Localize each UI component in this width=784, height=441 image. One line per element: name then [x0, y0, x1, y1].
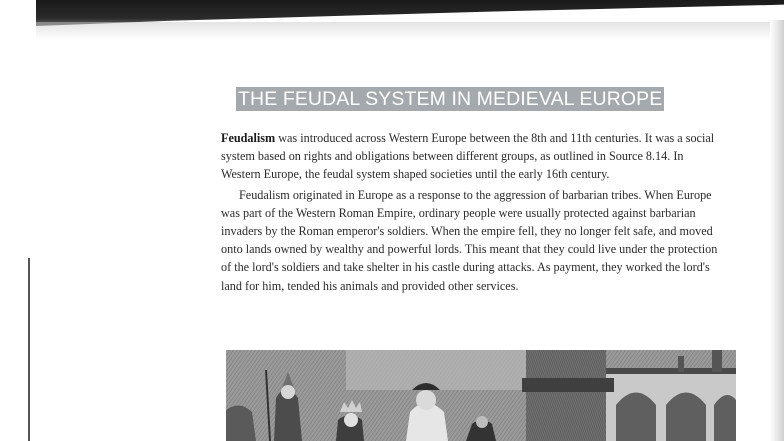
- medieval-engraving-image: [226, 350, 736, 441]
- bold-term: Feudalism: [221, 131, 276, 145]
- paragraph-1: [221, 129, 723, 184]
- page-right-edge: [770, 20, 784, 441]
- paragraph-2: Feudalism originated in Europe as a response to the aggression of barbarian tribes. When Europe was part of the Western Roman Empire, ordinary people were usually protected against barbarian invaders by the Roman emperor's soldiers. When the empire fell, they no longer felt safe, and moved onto lands owned by wealthy and powerful lords. This meant that they could live under the protection of the lord's soldiers and take shelter in his castle during attacks. As payment, they worked the lord's land for him, tended his animals and provided other services.: [221, 187, 718, 293]
- engraving-drawing: [226, 350, 736, 441]
- body-text: [221, 129, 723, 295]
- page-title: THE FEUDAL SYSTEM IN MEDIEVAL EUROPE: [238, 88, 663, 110]
- page-curl-shadow: [36, 22, 784, 40]
- margin-rule: [28, 258, 30, 441]
- paragraph-1-text: was introduced across Western Europe between the 8th and 11th centuries. It was a social system based on rights and obligations between different groups, as outlined in Source 8.14. In Western Europe, the feudal system shaped societies until the early 16th century.: [221, 131, 715, 182]
